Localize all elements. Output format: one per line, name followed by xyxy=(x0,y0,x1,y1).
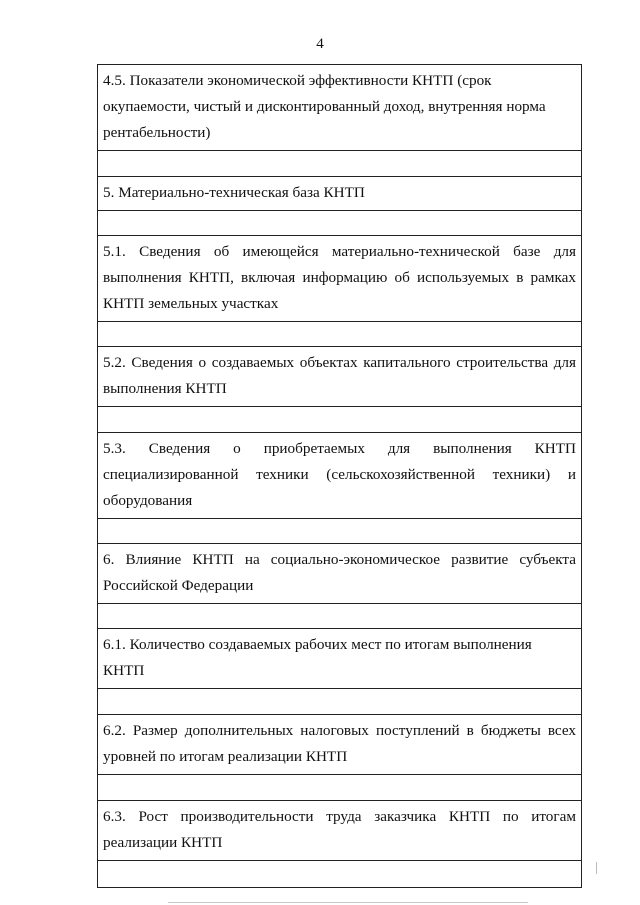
row-label-6-1: 6.1. Количество создаваемых рабочих мест по итогам выполнения КНТП xyxy=(98,629,581,689)
answer-field-4-5[interactable] xyxy=(98,151,581,177)
row-label-5-3: 5.3. Сведения о приобретаемых для выполнения КНТП специализированной техники (сельскохозяйственной техники) и оборудования xyxy=(98,433,581,519)
row-label-4-5: 4.5. Показатели экономической эффективности КНТП (срок окупаемости, чистый и дисконтированный доход, внутренняя норма рентабельности) xyxy=(98,65,581,151)
answer-field-6-1[interactable] xyxy=(98,689,581,715)
answer-field-6-2[interactable] xyxy=(98,775,581,801)
scan-mark xyxy=(596,862,597,874)
row-label-5: 5. Материально-техническая база КНТП xyxy=(98,177,581,211)
page-number: 4 xyxy=(316,36,324,52)
answer-field-6[interactable] xyxy=(98,604,581,629)
answer-field-6-3[interactable] xyxy=(98,861,581,888)
row-label-5-1: 5.1. Сведения об имеющейся материально-технической базе для выполнения КНТП, включая информацию об используемых в рамках КНТП земельных участках xyxy=(98,236,581,322)
answer-field-5-2[interactable] xyxy=(98,407,581,433)
row-label-6: 6. Влияние КНТП на социально-экономическое развитие субъекта Российской Федерации xyxy=(98,544,581,604)
form-table xyxy=(97,64,582,888)
answer-field-5-3[interactable] xyxy=(98,519,581,544)
row-label-5-2: 5.2. Сведения о создаваемых объектах капитального строительства для выполнения КНТП xyxy=(98,347,581,407)
answer-field-5[interactable] xyxy=(98,211,581,236)
scan-edge-line xyxy=(168,902,528,903)
row-label-6-2: 6.2. Размер дополнительных налоговых поступлений в бюджеты всех уровней по итогам реализации КНТП xyxy=(98,715,581,775)
row-label-6-3: 6.3. Рост производительности труда заказчика КНТП по итогам реализации КНТП xyxy=(98,801,581,861)
answer-field-5-1[interactable] xyxy=(98,322,581,347)
